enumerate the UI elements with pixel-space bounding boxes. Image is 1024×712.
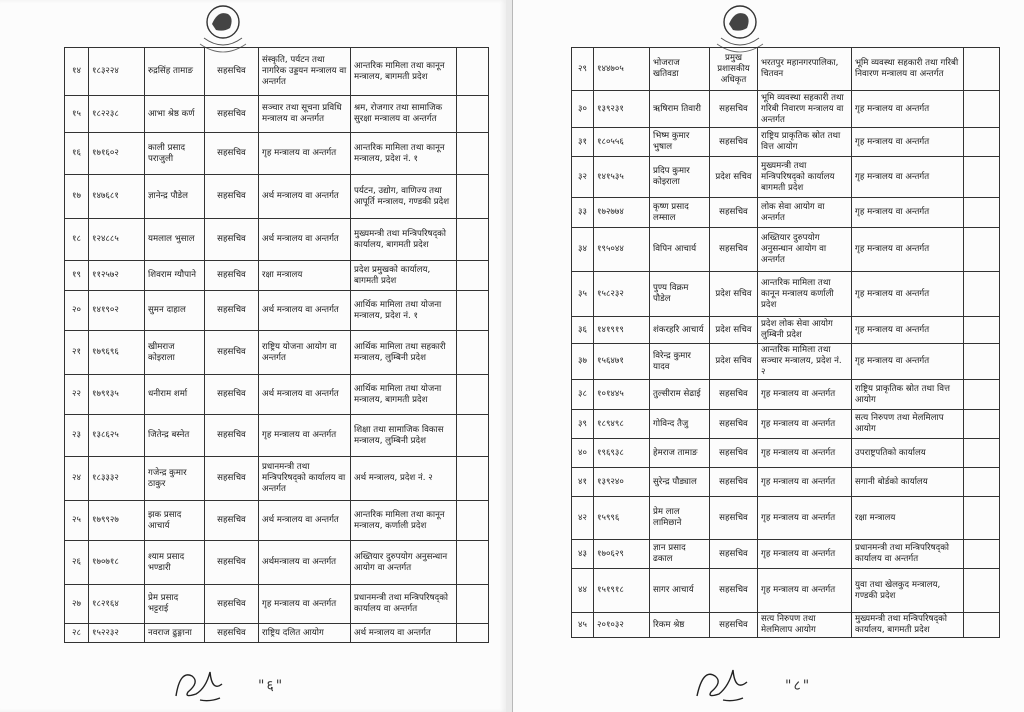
remarks-cell — [964, 468, 1000, 497]
employee-id-cell: १७०६२९ — [594, 540, 650, 569]
new-office-cell: पर्यटन, उद्योग, वाणिज्य तथा आपूर्ति मन्त्रालय, गण्डकी प्रदेश — [351, 175, 457, 219]
employee-id-cell: २०१०३२ — [594, 613, 650, 638]
serial-number-cell: २० — [65, 291, 89, 331]
table-row — [572, 272, 1000, 317]
table-row — [572, 157, 1000, 198]
serial-number-cell: ३१ — [572, 128, 594, 157]
employee-id-cell: १५१९१८ — [594, 569, 650, 613]
current-office-cell: गृह मन्त्रालय वा अन्तर्गत — [259, 585, 351, 624]
table-row — [572, 228, 1000, 272]
remarks-cell — [457, 585, 489, 624]
new-office-cell: प्रधानमन्त्री तथा मन्त्रिपरिषद्को कार्यालय वा अन्तर्गत — [852, 540, 964, 569]
new-office-cell: मुख्यमन्त्री तथा मन्त्रिपरिषद्को कार्यालय, बागमती प्रदेश — [351, 219, 457, 261]
post-cell: सहसचिव — [710, 198, 758, 228]
new-office-cell: अख्तियार दुरुपयोग अनुसन्धान आयोग वा अन्तर्गत — [351, 541, 457, 585]
new-office-cell: अर्थ मन्त्रालय, प्रदेश नं. २ — [351, 457, 457, 501]
new-office-cell: सगानी बोर्डको कार्यालय — [852, 468, 964, 497]
post-cell: प्रदेश सचिव — [710, 272, 758, 317]
post-cell: सहसचिव — [205, 457, 259, 501]
name-cell: रिकम श्रेष्ठ — [650, 613, 710, 638]
current-office-cell: गृह मन्त्रालय वा अन्तर्गत — [758, 497, 852, 540]
page-number: "८" — [785, 678, 812, 694]
table-row — [65, 291, 489, 331]
current-office-cell: अर्थ मन्त्रालय वा अन्तर्गत — [259, 375, 351, 415]
post-cell: प्रदेश सचिव — [710, 344, 758, 380]
table-row — [572, 569, 1000, 613]
table-row — [65, 415, 489, 457]
remarks-cell — [964, 497, 1000, 540]
employee-id-cell: १८३२२४ — [89, 48, 145, 96]
new-office-cell: गृह मन्त्रालय वा अन्तर्गत — [852, 272, 964, 317]
new-office-cell: गृह मन्त्रालय वा अन्तर्गत — [852, 157, 964, 198]
remarks-cell — [964, 317, 1000, 344]
current-office-cell: गृह मन्त्रालय वा अन्तर्गत — [758, 569, 852, 613]
new-office-cell: गृह मन्त्रालय वा अन्तर्गत — [852, 198, 964, 228]
post-cell: सहसचिव — [205, 624, 259, 643]
employee-id-cell: १८२१६४ — [89, 585, 145, 624]
post-cell: सहसचिव — [710, 380, 758, 410]
post-cell: सहसचिव — [205, 415, 259, 457]
table-row — [65, 457, 489, 501]
name-cell: ज्ञान प्रसाद ढकाल — [650, 540, 710, 569]
remarks-cell — [964, 344, 1000, 380]
table-row — [65, 96, 489, 133]
name-cell: सुमन दाहाल — [145, 291, 205, 331]
post-cell: सहसचिव — [205, 175, 259, 219]
current-office-cell: अर्थ मन्त्रालय वा अन्तर्गत — [259, 175, 351, 219]
page-number: "६" — [258, 678, 285, 694]
table-row — [572, 613, 1000, 638]
employee-id-cell: १८९४९८ — [594, 410, 650, 439]
post-cell: सहसचिव — [205, 133, 259, 175]
name-cell: धनीराम शर्मा — [145, 375, 205, 415]
post-cell: सहसचिव — [205, 96, 259, 133]
name-cell: भोजराज खतिवडा — [650, 48, 710, 91]
employee-id-cell: १८२२३८ — [89, 96, 145, 133]
remarks-cell — [457, 501, 489, 541]
remarks-cell — [457, 96, 489, 133]
employee-id-cell: १४१९१९ — [594, 317, 650, 344]
name-cell: पुण्य विक्रम पौडेल — [650, 272, 710, 317]
current-office-cell: अख्तियार दुरुपयोग अनुसन्धान आयोग वा अन्तर्गत — [758, 228, 852, 272]
remarks-cell — [964, 613, 1000, 638]
employee-id-cell: १२४८८५ — [89, 219, 145, 261]
post-cell: सहसचिव — [710, 91, 758, 128]
current-office-cell: अर्थ मन्त्रालय वा अन्तर्गत — [259, 501, 351, 541]
remarks-cell — [964, 569, 1000, 613]
name-cell: झक प्रसाद आचार्य — [145, 501, 205, 541]
new-office-cell: गृह मन्त्रालय वा अन्तर्गत — [852, 91, 964, 128]
new-office-cell: प्रदेश प्रमुखको कार्यालय, बागमती प्रदेश — [351, 261, 457, 291]
post-cell: सहसचिव — [710, 540, 758, 569]
employee-id-cell: १४१९०२ — [89, 291, 145, 331]
remarks-cell — [457, 624, 489, 643]
name-cell: ज्ञानेन्द्र पौडेल — [145, 175, 205, 219]
employee-id-cell: १४७६८१ — [89, 175, 145, 219]
current-office-cell: सञ्चार तथा सूचना प्रविधि मन्त्रालय वा अन्तर्गत — [259, 96, 351, 133]
table-row — [572, 91, 1000, 128]
current-office-cell: गृह मन्त्रालय वा अन्तर्गत — [758, 380, 852, 410]
remarks-cell — [964, 48, 1000, 91]
new-office-cell: आन्तरिक मामिला तथा कानून मन्त्रालय, कर्णाली प्रदेश — [351, 501, 457, 541]
name-cell: विपिन आचार्य — [650, 228, 710, 272]
employee-id-cell: १५८२३२ — [594, 272, 650, 317]
post-cell: सहसचिव — [710, 497, 758, 540]
name-cell: प्रेम प्रसाद भट्टराई — [145, 585, 205, 624]
employee-id-cell: १४१५३५ — [594, 157, 650, 198]
current-office-cell: संस्कृति, पर्यटन तथा नागरिक उड्डयन मन्त्रालय वा अन्तर्गत — [259, 48, 351, 96]
serial-number-cell: ३४ — [572, 228, 594, 272]
remarks-cell — [964, 157, 1000, 198]
current-office-cell: अर्थ मन्त्रालय वा अन्तर्गत — [259, 219, 351, 261]
name-cell: खीमराज कोइराला — [145, 331, 205, 375]
remarks-cell — [457, 375, 489, 415]
new-office-cell: शिक्षा तथा सामाजिक विकास मन्त्रालय, लुम्बिनी प्रदेश — [351, 415, 457, 457]
employee-id-cell: १७०७१८ — [89, 541, 145, 585]
current-office-cell: आन्तरिक मामिला तथा कानून मन्त्रालय कर्णाली प्रदेश — [758, 272, 852, 317]
employee-id-cell: १३९२४० — [594, 468, 650, 497]
current-office-cell: गृह मन्त्रालय वा अन्तर्गत — [758, 439, 852, 468]
remarks-cell — [457, 48, 489, 96]
new-office-cell: प्रधानमन्त्री तथा मन्त्रिपरिषद्को कार्यालय वा अन्तर्गत — [351, 585, 457, 624]
remarks-cell — [457, 219, 489, 261]
name-cell: नवराज ढुङ्गाना — [145, 624, 205, 643]
employee-id-cell: १७१६०२ — [89, 133, 145, 175]
serial-number-cell: ४३ — [572, 540, 594, 569]
remarks-cell — [964, 228, 1000, 272]
current-office-cell: प्रदेश लोक सेवा आयोग लुम्बिनी प्रदेश — [758, 317, 852, 344]
serial-number-cell: ४१ — [572, 468, 594, 497]
employee-id-cell: १९५०४४ — [594, 228, 650, 272]
employee-id-cell: ११२५७२ — [89, 261, 145, 291]
transfer-table-left — [64, 47, 489, 643]
table-row — [65, 133, 489, 175]
name-cell: सागर आचार्य — [650, 569, 710, 613]
new-office-cell: गृह मन्त्रालय वा अन्तर्गत — [852, 344, 964, 380]
employee-id-cell: १५२२३२ — [89, 624, 145, 643]
table-row — [572, 128, 1000, 157]
new-office-cell: राष्ट्रिय प्राकृतिक स्रोत तथा वित्त आयोग — [852, 380, 964, 410]
new-office-cell: आर्थिक मामिला तथा योजना मन्त्रालय, बागमती प्रदेश — [351, 375, 457, 415]
current-office-cell: भूमि व्यवस्था सहकारी तथा गरिबी निवारण मन्त्रालय वा अन्तर्गत — [758, 91, 852, 128]
table-row — [572, 439, 1000, 468]
name-cell: गजेन्द्र कुमार ठाकुर — [145, 457, 205, 501]
remarks-cell — [457, 541, 489, 585]
current-office-cell: अर्थ मन्त्रालय वा अन्तर्गत — [259, 291, 351, 331]
name-cell: हेमराज तामाङ — [650, 439, 710, 468]
signature-icon — [170, 662, 230, 706]
table-row — [572, 468, 1000, 497]
post-cell: सहसचिव — [205, 331, 259, 375]
table-row — [572, 48, 1000, 91]
new-office-cell: गृह मन्त्रालय वा अन्तर्गत — [852, 317, 964, 344]
serial-number-cell: ३८ — [572, 380, 594, 410]
serial-number-cell: ३७ — [572, 344, 594, 380]
serial-number-cell: २१ — [65, 331, 89, 375]
serial-number-cell: ३० — [572, 91, 594, 128]
table-row — [65, 541, 489, 585]
name-cell: शंकरहरि आचार्य — [650, 317, 710, 344]
serial-number-cell: ४५ — [572, 613, 594, 638]
table-row — [65, 624, 489, 643]
current-office-cell: लोक सेवा आयोग वा अन्तर्गत — [758, 198, 852, 228]
post-cell: सहसचिव — [205, 541, 259, 585]
table-row — [65, 219, 489, 261]
serial-number-cell: १७ — [65, 175, 89, 219]
table-row — [572, 380, 1000, 410]
serial-number-cell: ४२ — [572, 497, 594, 540]
remarks-cell — [457, 457, 489, 501]
document-page-right — [512, 0, 1024, 712]
employee-id-cell: १७९६९६ — [89, 331, 145, 375]
post-cell: सहसचिव — [710, 128, 758, 157]
signature-icon — [691, 660, 753, 706]
new-office-cell: गृह मन्त्रालय वा अन्तर्गत — [852, 228, 964, 272]
name-cell: शिवराम ग्यौपाने — [145, 261, 205, 291]
table-row — [65, 331, 489, 375]
serial-number-cell: १५ — [65, 96, 89, 133]
serial-number-cell: २४ — [65, 457, 89, 501]
remarks-cell — [964, 439, 1000, 468]
serial-number-cell: ४४ — [572, 569, 594, 613]
employee-id-cell: १०१४४५ — [594, 380, 650, 410]
post-cell: सहसचिव — [205, 261, 259, 291]
name-cell: प्रदिप कुमार कोइराला — [650, 157, 710, 198]
current-office-cell: भरतपुर महानगरपालिका, चितवन — [758, 48, 852, 91]
new-office-cell: भूमि व्यवस्था सहकारी तथा गरिबी निवारण मन्त्रालय वा अन्तर्गत — [852, 48, 964, 91]
post-cell: सहसचिव — [205, 219, 259, 261]
employee-id-cell: १८०५५६ — [594, 128, 650, 157]
table-row — [65, 501, 489, 541]
name-cell: ऋषिराम तिवारी — [650, 91, 710, 128]
serial-number-cell: २६ — [65, 541, 89, 585]
new-office-cell: आन्तरिक मामिला तथा कानून मन्त्रालय, बागमती प्रदेश — [351, 48, 457, 96]
new-office-cell: आर्थिक मामिला तथा सहकारी मन्त्रालय, लुम्बिनी प्रदेश — [351, 331, 457, 375]
current-office-cell: राष्ट्रिय दलित आयोग — [259, 624, 351, 643]
table-row — [65, 375, 489, 415]
post-cell: सहसचिव — [710, 468, 758, 497]
employee-id-cell: १५६४७१ — [594, 344, 650, 380]
remarks-cell — [457, 291, 489, 331]
remarks-cell — [457, 261, 489, 291]
name-cell: सुरेन्द्र पौड्याल — [650, 468, 710, 497]
serial-number-cell: ३३ — [572, 198, 594, 228]
current-office-cell: आन्तरिक मामिला तथा सञ्चार मन्त्रालय, प्रदेश नं. २ — [758, 344, 852, 380]
new-office-cell: गृह मन्त्रालय वा अन्तर्गत — [852, 128, 964, 157]
post-cell: प्रदेश सचिव — [710, 317, 758, 344]
serial-number-cell: २३ — [65, 415, 89, 457]
post-cell: सहसचिव — [205, 585, 259, 624]
employee-id-cell: १४४७०५ — [594, 48, 650, 91]
current-office-cell: अर्थमन्त्रालय वा अन्तर्गत — [259, 541, 351, 585]
employee-id-cell: १७२७७४ — [594, 198, 650, 228]
table-row — [572, 317, 1000, 344]
employee-id-cell: १८३३३२ — [89, 457, 145, 501]
new-office-cell: उपराष्ट्रपतिको कार्यालय — [852, 439, 964, 468]
table-row — [65, 585, 489, 624]
name-cell: श्याम प्रसाद भण्डारी — [145, 541, 205, 585]
new-office-cell: आन्तरिक मामिला तथा कानून मन्त्रालय, प्रदेश नं. १ — [351, 133, 457, 175]
new-office-cell: आर्थिक मामिला तथा योजना मन्त्रालय, प्रदेश नं. १ — [351, 291, 457, 331]
name-cell: आभा श्रेष्ठ कर्ण — [145, 96, 205, 133]
current-office-cell: राष्ट्रिय योजना आयोग वा अन्तर्गत — [259, 331, 351, 375]
remarks-cell — [964, 272, 1000, 317]
post-cell: सहसचिव — [710, 569, 758, 613]
name-cell: विरेन्द्र कुमार यादव — [650, 344, 710, 380]
remarks-cell — [964, 91, 1000, 128]
current-office-cell: गृह मन्त्रालय वा अन्तर्गत — [758, 410, 852, 439]
table-row — [572, 344, 1000, 380]
current-office-cell: रक्षा मन्त्रालय — [259, 261, 351, 291]
remarks-cell — [964, 540, 1000, 569]
post-cell: प्रमुख प्रशासकीय अधिकृत — [710, 48, 758, 91]
document-page-left — [0, 0, 507, 712]
transfer-table-right — [571, 47, 1000, 638]
employee-id-cell: १९६९३८ — [594, 439, 650, 468]
serial-number-cell: १८ — [65, 219, 89, 261]
table-row — [65, 261, 489, 291]
name-cell: कृष्ण प्रसाद लम्साल — [650, 198, 710, 228]
employee-id-cell: १७९१३५ — [89, 375, 145, 415]
serial-number-cell: १४ — [65, 48, 89, 96]
new-office-cell: मुख्यमन्त्री तथा मन्त्रिपरिषद्को कार्यालय, बागमती प्रदेश — [852, 613, 964, 638]
name-cell: गोविन्द तैजु — [650, 410, 710, 439]
serial-number-cell: २५ — [65, 501, 89, 541]
serial-number-cell: २८ — [65, 624, 89, 643]
new-office-cell: युवा तथा खेलकुद मन्त्रालय, गण्डकी प्रदेश — [852, 569, 964, 613]
employee-id-cell: १३८६२५ — [89, 415, 145, 457]
current-office-cell: प्रधानमन्त्री तथा मन्त्रिपरिषद्को कार्यालय वा अन्तर्गत — [259, 457, 351, 501]
serial-number-cell: ३२ — [572, 157, 594, 198]
current-office-cell: राष्ट्रिय प्राकृतिक स्रोत तथा वित्त आयोग — [758, 128, 852, 157]
name-cell: काली प्रसाद पराजुली — [145, 133, 205, 175]
new-office-cell: सत्य निरुपण तथा मेलमिलाप आयोग — [852, 410, 964, 439]
table-row — [65, 175, 489, 219]
employee-id-cell: १३९२३१ — [594, 91, 650, 128]
serial-number-cell: ३९ — [572, 410, 594, 439]
employee-id-cell: १७९९२७ — [89, 501, 145, 541]
table-row — [65, 48, 489, 96]
name-cell: जितेन्द्र बस्नेत — [145, 415, 205, 457]
table-row — [572, 198, 1000, 228]
serial-number-cell: १९ — [65, 261, 89, 291]
remarks-cell — [964, 380, 1000, 410]
serial-number-cell: २७ — [65, 585, 89, 624]
post-cell: सहसचिव — [710, 439, 758, 468]
remarks-cell — [964, 410, 1000, 439]
employee-id-cell: १५९९६ — [594, 497, 650, 540]
name-cell: यमलाल भुसाल — [145, 219, 205, 261]
name-cell: भिष्म कुमार भुषाल — [650, 128, 710, 157]
serial-number-cell: ३६ — [572, 317, 594, 344]
post-cell: सहसचिव — [710, 613, 758, 638]
remarks-cell — [457, 175, 489, 219]
post-cell: सहसचिव — [205, 375, 259, 415]
new-office-cell: श्रम, रोजगार तथा सामाजिक सुरक्षा मन्त्रालय वा अन्तर्गत — [351, 96, 457, 133]
serial-number-cell: ४० — [572, 439, 594, 468]
name-cell: तुल्सीराम सेढाई — [650, 380, 710, 410]
remarks-cell — [457, 415, 489, 457]
post-cell: सहसचिव — [710, 410, 758, 439]
name-cell: रुद्रसिंह तामाङ — [145, 48, 205, 96]
post-cell: सहसचिव — [205, 291, 259, 331]
new-office-cell: अर्थ मन्त्रालय वा अन्तर्गत — [351, 624, 457, 643]
table-row — [572, 497, 1000, 540]
name-cell: प्रेम लाल लामिछाने — [650, 497, 710, 540]
post-cell: सहसचिव — [205, 501, 259, 541]
post-cell: सहसचिव — [710, 228, 758, 272]
current-office-cell: गृह मन्त्रालय वा अन्तर्गत — [259, 415, 351, 457]
serial-number-cell: २२ — [65, 375, 89, 415]
remarks-cell — [457, 133, 489, 175]
current-office-cell: गृह मन्त्रालय वा अन्तर्गत — [758, 468, 852, 497]
serial-number-cell: ३५ — [572, 272, 594, 317]
remarks-cell — [457, 331, 489, 375]
remarks-cell — [964, 198, 1000, 228]
post-cell: सहसचिव — [205, 48, 259, 96]
table-row — [572, 540, 1000, 569]
current-office-cell: गृह मन्त्रालय वा अन्तर्गत — [758, 540, 852, 569]
post-cell: प्रदेश सचिव — [710, 157, 758, 198]
current-office-cell: सत्य निरुपण तथा मेलमिलाप आयोग — [758, 613, 852, 638]
table-row — [572, 410, 1000, 439]
serial-number-cell: १६ — [65, 133, 89, 175]
serial-number-cell: २९ — [572, 48, 594, 91]
remarks-cell — [964, 128, 1000, 157]
current-office-cell: गृह मन्त्रालय वा अन्तर्गत — [259, 133, 351, 175]
new-office-cell: रक्षा मन्त्रालय — [852, 497, 964, 540]
current-office-cell: मुख्यमन्त्री तथा मन्त्रिपरिषद्को कार्यालय बागमती प्रदेश — [758, 157, 852, 198]
